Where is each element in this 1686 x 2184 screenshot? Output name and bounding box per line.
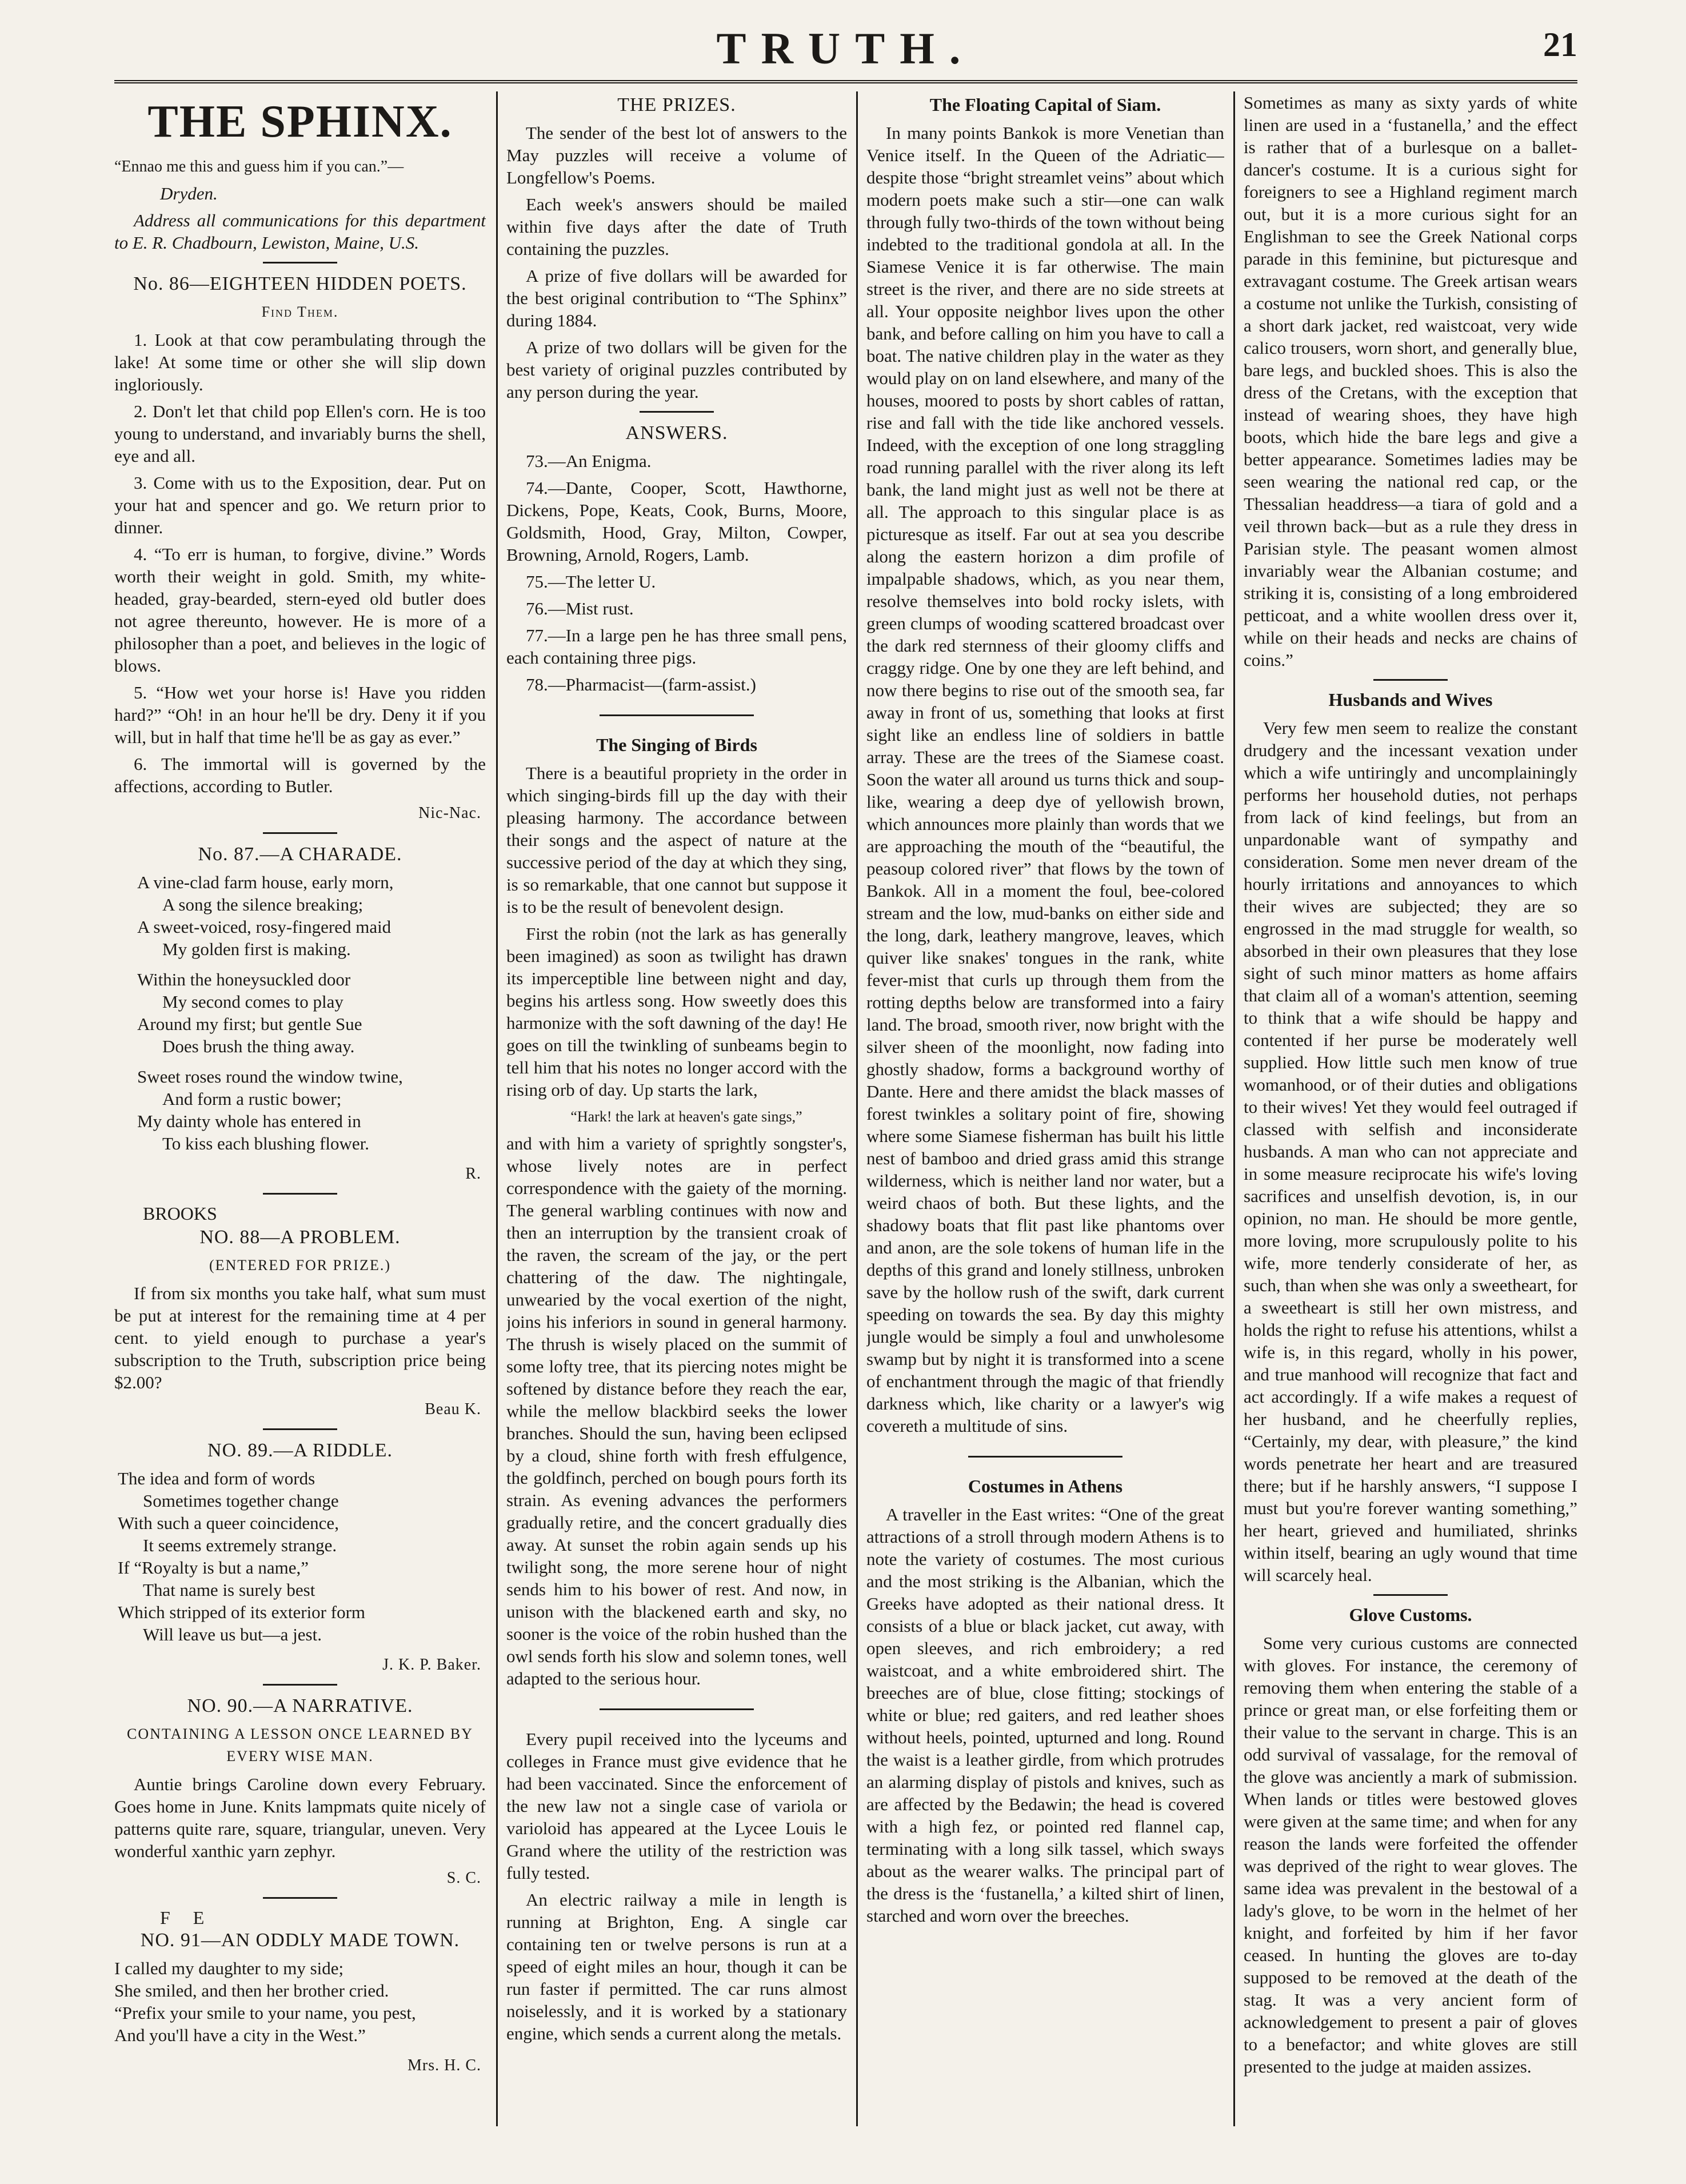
verse-line: And form a rustic bower; bbox=[162, 1089, 342, 1109]
puzzle-90-subtitle: CONTAINING A LESSON ONCE LEARNED BY EVERY WISE MAN. bbox=[127, 1726, 473, 1764]
signature: Beau K. bbox=[425, 1400, 481, 1418]
verse-line: My dainty whole has entered in bbox=[137, 1111, 361, 1131]
glove-title: Glove Customs. bbox=[1349, 1604, 1472, 1625]
fe-label: F E bbox=[160, 1907, 205, 1928]
divider bbox=[263, 262, 337, 263]
verse-line: The idea and form of words bbox=[118, 1468, 315, 1488]
verse-line: With such a queer coincidence, bbox=[118, 1513, 339, 1533]
puzzle-86-item: 3. Come with us to the Exposition, dear. Put on your hat and spencer and go. We return prior to dinner. bbox=[114, 473, 486, 537]
verse-line: A sweet-voiced, rosy-fingered maid bbox=[137, 917, 391, 937]
verse-line: Within the honeysuckled door bbox=[137, 969, 351, 989]
birds-quote: “Hark! the lark at heaven's gate sings,” bbox=[570, 1108, 802, 1125]
birds-title: The Singing of Birds bbox=[596, 734, 757, 755]
divider bbox=[1373, 1594, 1448, 1596]
answer-item: 78.—Pharmacist—(farm-assist.) bbox=[526, 674, 756, 694]
signature: Mrs. H. C. bbox=[407, 2057, 481, 2074]
signature: R. bbox=[465, 1165, 481, 1183]
puzzle-86-item: 5. “How wet your horse is! Have you ridden hard?” “Oh! in an hour he'll be dry. Deny it if you will, but in half that time he'll be as gay as ever.” bbox=[114, 682, 486, 747]
divider bbox=[263, 1897, 337, 1899]
verse-line: Will leave us but—a jest. bbox=[143, 1624, 322, 1644]
misc-paragraph: Every pupil received into the lyceums and colleges in France must give evidence that he had been vaccinated. Since the enforcement of the new law not a single case of variola or varioloid has appeared at the Lycee Louis le Grand where the utility of the restriction was fully tested. bbox=[506, 1729, 847, 1883]
verse-line: That name is surely best bbox=[143, 1580, 315, 1600]
verse-line: Which stripped of its exterior form bbox=[118, 1602, 366, 1622]
address-note: Address all communications for this department to E. R. Chadbourn, Lewiston, Maine, U.S. bbox=[114, 210, 486, 253]
charade-stanza bbox=[137, 871, 486, 960]
column-siam bbox=[866, 91, 1224, 2126]
puzzle-88-title: NO. 88—A PROBLEM. bbox=[199, 1227, 401, 1248]
husbands-title: Husbands and Wives bbox=[1328, 689, 1493, 710]
verse-line: Around my first; but gentle Sue bbox=[137, 1014, 362, 1034]
signature: Nic-Nac. bbox=[418, 804, 481, 822]
puzzle-88-subtitle: (ENTERED FOR PRIZE.) bbox=[209, 1257, 391, 1273]
masthead bbox=[114, 23, 1577, 83]
newspaper-title: TRUTH. bbox=[716, 23, 976, 73]
verse-line: “Prefix your smile to your name, you pest, bbox=[114, 2003, 416, 2023]
verse-line: I called my daughter to my side; bbox=[114, 1958, 344, 1978]
column-rule bbox=[496, 91, 498, 2126]
verse-line: A song the silence breaking; bbox=[162, 895, 363, 915]
answer-item: 74.—Dante, Cooper, Scott, Hawthorne, Dickens, Pope, Keats, Cook, Burns, Moore, Goldsmith, Hood, Gray, Milton, Cowper, Browning, Arnold, Rogers, Lamb. bbox=[506, 478, 847, 565]
divider bbox=[1373, 679, 1448, 681]
divider bbox=[640, 411, 714, 413]
puzzle-86-subtitle: Find Them. bbox=[261, 304, 339, 320]
verse-line: And you'll have a city in the West.” bbox=[114, 2025, 366, 2045]
prize-paragraph: A prize of five dollars will be awarded for the best original contribution to “The Sphinx” during 1884. bbox=[506, 266, 847, 330]
verse-line: Does brush the thing away. bbox=[162, 1036, 355, 1056]
puzzle-89-title: NO. 89.—A RIDDLE. bbox=[207, 1440, 393, 1461]
sphinx-heading: THE SPHINX. bbox=[147, 97, 453, 147]
puzzle-88-text: If from six months you take half, what sum must be put at interest for the remaining time at 4 per cent. to yield enough to purchase a year's subscription to the Truth, subscription price being $2.00? bbox=[114, 1283, 486, 1392]
verse-line: If “Royalty is but a name,” bbox=[118, 1558, 309, 1578]
puzzle-90-title: NO. 90.—A NARRATIVE. bbox=[187, 1695, 413, 1716]
verse-line: She smiled, and then her brother cried. bbox=[114, 1981, 389, 2001]
riddle-verse bbox=[118, 1467, 486, 1646]
answer-item: 76.—Mist rust. bbox=[526, 598, 634, 618]
page-number: 21 bbox=[1543, 26, 1577, 63]
puzzle-86-item: 4. “To err is human, to forgive, divine.” Words worth their weight in gold. Smith, my white-headed, gray-bearded, stern-eyed old butler does not agree thereunto, however. He is more of a philosopher than a poet, and believes in the logic of blows. bbox=[114, 544, 486, 676]
charade-stanza bbox=[137, 1065, 486, 1155]
ornamental-rule bbox=[506, 1698, 847, 1720]
verse-line: A vine-clad farm house, early morn, bbox=[137, 872, 394, 892]
answers-title: ANSWERS. bbox=[625, 422, 728, 444]
puzzle-86-item: 2. Don't let that child pop Ellen's corn. He is too young to understand, and invariably burns the shell, eye and all. bbox=[114, 401, 486, 466]
athens-paragraph: A traveller in the East writes: “One of the great attractions of a stroll through modern Athens is to note the variety of costumes. The most curious and the most striking is the Albanian, which the Greeks have adopted as their national dress. It consists of a blue or black jacket, cut away, with open sleeves, and rich embroidery; a red waistcoat, and a white embroidered shirt. The breeches are of blue, close fitting; stockings of white or blue; red gaiters, and red leather shoes without heels, pointed, upturned and long. Round the waist is a leather girdle, from which protrudes an alarming display of pistols and knives, such as are affected by the Bedawin; the head is covered with a high fez, or pointed red flannel cap, terminating with a long silk tassel, which sways about as the wearer walks. The principal part of the dress is the ‘fustanella,’ a kilted shirt of linen, starched and worn over the breeches. bbox=[866, 1504, 1224, 1926]
prize-paragraph: Each week's answers should be mailed within five days after the date of Truth containing the puzzles. bbox=[506, 194, 847, 259]
charade-stanza bbox=[137, 968, 486, 1057]
divider bbox=[263, 1193, 337, 1195]
column-husbands bbox=[1244, 91, 1577, 2126]
verse-line: To kiss each blushing flower. bbox=[162, 1133, 370, 1153]
puzzle-87-title: No. 87.—A CHARADE. bbox=[198, 844, 402, 865]
answer-item: 75.—The letter U. bbox=[526, 572, 656, 592]
answer-item: 77.—In a large pen he has three small pens, each containing three pigs. bbox=[506, 625, 847, 668]
prize-paragraph: The sender of the best lot of answers to the May puzzles will receive a volume of Longfellow's Poems. bbox=[506, 123, 847, 187]
verse-line: It seems extremely strange. bbox=[143, 1535, 337, 1555]
misc-paragraph: An electric railway a mile in length is running at Brighton, Eng. A single car containing ten or twelve persons is run at a speed of eight miles an hour, though it can be run faster if permitted. The car runs almost noiselessly, and it is worked by a stationary engine, which sends a current along the metals. bbox=[506, 1890, 847, 2043]
prizes-title: THE PRIZES. bbox=[617, 94, 736, 115]
signature: J. K. P. Baker. bbox=[382, 1656, 481, 1674]
puzzle-90-text: Auntie brings Caroline down every February. Goes home in June. Knits lampmats quite nicely of patterns quite rare, square, triangular, uneven. Very wonderful xanthic yarn zephyr. bbox=[114, 1774, 486, 1861]
siam-title: The Floating Capital of Siam. bbox=[929, 94, 1161, 115]
ornamental-rule bbox=[866, 1445, 1224, 1467]
column-sphinx bbox=[114, 91, 486, 2126]
husbands-paragraph: Very few men seem to realize the constant drudgery and the incessant vexation under which a wife untiringly and uncomplainingly performs her household duties, not perhaps from lack of kind feelings, but from an unpardonable want of sympathy and consideration. Some men never dream of the hourly irritations and annoyances to which their wives are subjected; they are so engrossed in the mad struggle for wealth, so absorbed in their own pleasures that they lose sight of such minor matters as home affairs that claim all of a woman's attention, seeming to think that a wife should be happy and contented if her purse be moderately well supplied. How little such men know of true womanhood, or of their duties and obligations to their wives! Yet they would feel outraged if classed with selfish and inconsiderate husbands. A man who can not appreciate and in some measure reciprocate his wife's loving sacrifices and unselfish devotion, is, in our opinion, no man. He should be more gentle, more loving, more scrupulously polite to his wife, more tenderly considerate of her, as such, than when she was only a sweetheart, for a sweetheart is still her own mistress, and holds the right to refuse his attentions, whilst a wife is, in this regard, wholly in his power, and true manhood will recognize that fact and act accordingly. If a wife makes a request of her husband, and he cheerfully replies, “Certainly, my dear, with pleasure,” the kind words penetrate her heart and are treasured there; but if he harshly answers, “I suppose I must but you're forever wanting something,” her heart, grieved and humiliated, shrinks within itself, bearing an ugly wound that time will scarcely heal. bbox=[1244, 718, 1577, 1585]
puzzle-86-item: 6. The immortal will is governed by the affections, according to Butler. bbox=[114, 754, 486, 796]
divider bbox=[263, 1428, 337, 1430]
siam-paragraph: In many points Bankok is more Venetian than Venice itself. In the Queen of the Adriatic—despite those “bright streamlet veins” about which modern poets make such a stir—one can walk through fully two-thirds of the town without being indebted to the traditional gondola at all. In the Siamese Venice it is far otherwise. The main street is the river, and there are no side streets at all. Your opposite neighbor lives upon the other bank, and before calling on him you have to call a boat. The native children play in the water as they would play on on land elsewhere, and many of the houses, moored to posts by short cables of rattan, rise and fall with the tide like anchored vessels. Indeed, with the exception of one long straggling road running parallel with the river along its left bank, the land might just as well not be there at all. The approach to this singular place is as picturesque as itself. Far out at sea you describe along the eastern horizon a dim profile of impalpable shadows, which, as you near them, resolve themselves into bold rocky islets, with green clumps of wooding scattered broadcast over the dark red sternness of their gloomy cliffs and craggy ridge. One by one they are left behind, and now there begins to rise out of the smooth sea, far away in front of us, something that looks at first sight like an endless line of soldiers in battle array. These are the trees of the Siamese coast. Soon the water all around us turns thick and soup-like, wearing a deep dye of yellowish brown, which announces more plainly than words that we are approaching the mouth of the “beautiful, the peasoup colored river” that flows by the town of Bankok. All in a moment the foul, bee-colored stream and the low, mud-banks on either side and the long, dark, leathery mangrove, leaves, which quiver like snakes' tongues in the rank, white fever-mist that curls up through them from the rotting depths below are transformed into a fairy land. The broad, smooth river, now bright with the silver sheen of the moonlight, now fading into ghostly shadow, forms a background worthy of Dante. Here and there amidst the black masses of forest twinkles a solitary point of fire, showing where some Siamese fisherman has built his little nest of bamboo and dried grass amid this strange wilderness, which is neither land nor water, but a weird chaos of both. But these lights, and the shadowy boats that flit past like phantoms over and anon, are the sole tokens of human life in the depths of this grand and lonely stillness, unbroken save by the hollow rush of the swift, dark current speeding on towards the sea. By day this mighty jungle would be simply a foul and unwholesome swamp but by night it is transformed into a scene of enchantment through the magic of that friendly darkness which, like charity or a lawyer's wig covereth a multitude of sins. bbox=[866, 123, 1224, 1436]
athens-title: Costumes in Athens bbox=[968, 1476, 1123, 1496]
motto: “Ennao me this and guess him if you can.”— bbox=[114, 158, 404, 175]
signature: S. C. bbox=[446, 1869, 481, 1887]
prize-paragraph: A prize of two dollars will be given for the best variety of original puzzles contributed by any person during the year. bbox=[506, 337, 847, 402]
puzzle-86-item: 1. Look at that cow perambulating through the lake! At some time or other she will slip down ingloriously. bbox=[114, 330, 486, 394]
divider bbox=[263, 1684, 337, 1686]
verse-line: My second comes to play bbox=[162, 992, 343, 1012]
birds-paragraph: There is a beautiful propriety in the order in which singing-birds fill up the day with their pleasing harmony. The accordance between their songs and the aspect of nature at the successive period of the day at which they sing, is so remarkable, that one cannot but suppose it is to be the result of benevolent design. bbox=[506, 763, 847, 917]
column-rule bbox=[1233, 91, 1235, 2126]
town-verse bbox=[114, 1957, 486, 2046]
ornamental-rule bbox=[506, 704, 847, 726]
birds-paragraph: and with him a variety of sprightly songster's, whose lively notes are in perfect correspondence with the gaiety of the morning. The general warbling continues with now and then an interruption by the transient croak of the raven, the scream of the jay, or the pert chattering of the daw. The nightingale, unwearied by the vocal exertion of the night, joins his inferiors in sound in general harmony. The thrush is wisely placed on the summit of some lofty tree, that its piercing notes might be softened by distance before they reach the ear, while the mellow blackbird seeks the lower branches. Should the sun, having been eclipsed by a cloud, shine forth with fresh effulgence, the goldfinch, perched on bough pours forth its strain. As evening advances the performers gradually retire, and the concert gradually dies away. At sunset the robin again sends up his twilight song, the more serene hour of night sends him to his bower of rest. And now, in unison with the blackened earth and sky, no sooner is the voice of the robin hushed than the owl sends forth his slow and solemn tones, well adapted to the serious hour. bbox=[506, 1133, 847, 1688]
verse-line: Sweet roses round the window twine, bbox=[137, 1067, 403, 1087]
athens-continued: Sometimes as many as sixty yards of white linen are used in a ‘fustanella,’ and the effect is rather that of a burlesque on a ballet-dancer's costume. It is a curious sight for foreigners to see a Highland regiment march out, but it is a more curious sight for an Englishman to see the Greek National corps parade in this feminine, but picturesque and extravagant costume. The Greek artisan wears a costume not unlike the Turkish, consisting of a short dark jacket, red waistcoat, very wide calico trousers, worn short, and generally blue, bare legs, and buckled shoes. This is also the dress of the Cretans, with the exception that instead of wearing shoes, they have high boots, which hide the bare legs and give a better appearance. Sometimes ladies may be seen wearing the national red cap, or the Thessalian headdress—a tiara of gold and a veil thrown back—but as a rule they dress in Parisian style. The peasant women almost invariably wear the Albanian costume; and striking it is, consisting of a long embroidered petticoat, and a white woollen dress over it, while on their heads and necks are chains of coins.” bbox=[1244, 93, 1577, 670]
birds-paragraph: First the robin (not the lark as has generally been imagined) as soon as twilight has drawn its imperceptible line between night and day, begins his artless song. How sweetly does this harmonize with the soft dawning of the day! He goes on till the twinkling of sunbeams begin to tell him that his notes no longer accord with the rising orb of day. Up starts the lark, bbox=[506, 924, 847, 1100]
answer-item: 73.—An Enigma. bbox=[526, 451, 652, 471]
divider bbox=[263, 832, 337, 834]
column-rule bbox=[856, 91, 858, 2126]
verse-line: Sometimes together change bbox=[143, 1491, 339, 1511]
brooks-label: BROOKS bbox=[143, 1203, 217, 1224]
column-prizes bbox=[506, 91, 847, 2126]
puzzle-91-title: NO. 91—AN ODDLY MADE TOWN. bbox=[140, 1930, 460, 1951]
verse-line: My golden first is making. bbox=[162, 939, 351, 959]
motto-author: Dryden. bbox=[160, 183, 218, 203]
puzzle-86-title: No. 86—EIGHTEEN HIDDEN POETS. bbox=[133, 273, 467, 294]
glove-paragraph: Some very curious customs are connected with gloves. For instance, the ceremony of removing them when entering the stable of a prince or great man, or else forfeiting them or their value to the servant in charge. This is an odd survival of vassalage, for the removal of the glove was anciently a mark of submission. When lands or titles were bestowed gloves were given at the same time; and when for any reason the lands were forfeited the offender was deprived of the right to wear gloves. The same idea was prevalent in the bestowal of a lady's glove, to be worn in the helmet of her knight, and forfeited by him if her favor ceased. In hunting the gloves are to-day supposed to be removed at the death of the stag. It was a very ancient form of acknowledgement to present a pair of gloves to a benefactor; and white gloves are still presented to the judge at maiden assizes. bbox=[1244, 1633, 1577, 2077]
